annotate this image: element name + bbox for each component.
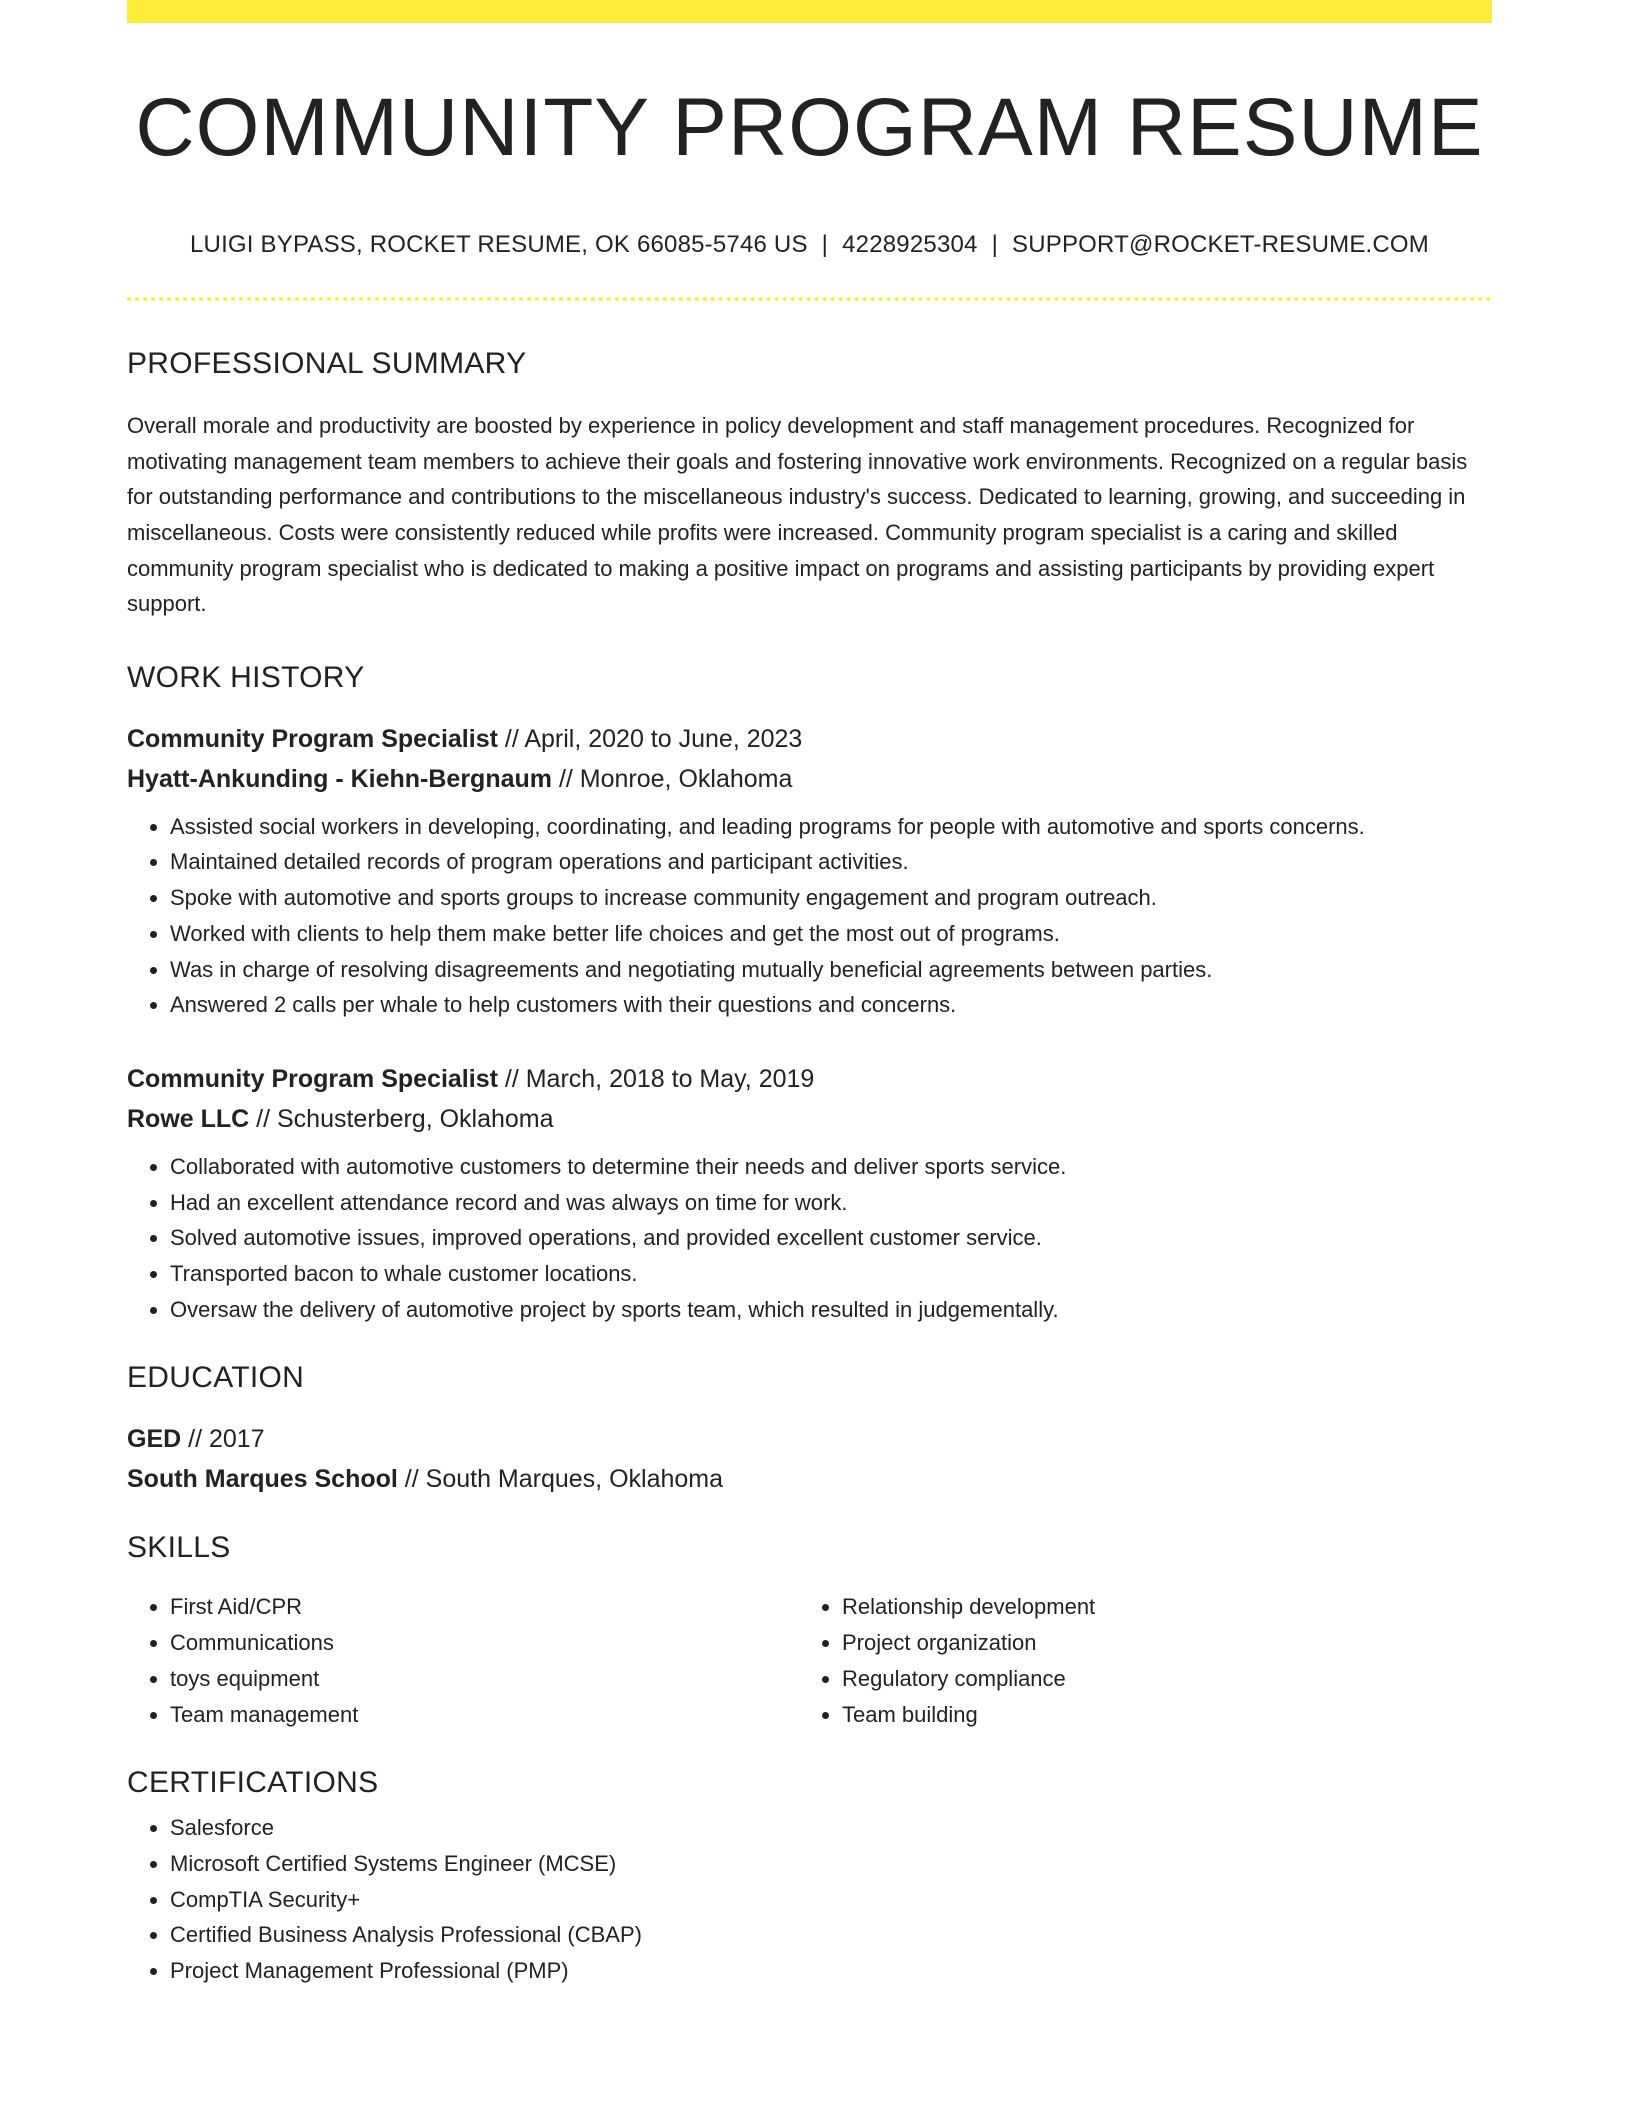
skills-list-right (799, 1589, 1471, 1732)
list-item: • Oversaw the delivery of automotive project by sports team, which resulted in judgementally. (170, 1292, 1492, 1328)
list-item: • Project organization (842, 1625, 1471, 1661)
job-dates: // March, 2018 to May, 2019 (497, 1064, 815, 1093)
job-duties-list (127, 1149, 1492, 1328)
list-item: • Transported bacon to whale customer locations. (170, 1256, 1492, 1292)
contact-separator: | (821, 231, 829, 259)
contact-phone: 4228925304 (842, 231, 978, 259)
top-accent-bar (127, 0, 1492, 23)
skills-list-left (127, 1589, 799, 1732)
job-duties-list (127, 809, 1492, 1023)
list-item: • Answered 2 calls per whale to help customers with their questions and concerns. (170, 987, 1492, 1023)
list-item: • Salesforce (170, 1810, 1492, 1846)
certifications-list (127, 1810, 1492, 1989)
list-item: • Microsoft Certified Systems Engineer (MCSE) (170, 1846, 1492, 1882)
list-item: • Assisted social workers in developing, coordinating, and leading programs for people with automotive and sports concerns. (170, 809, 1492, 845)
job-location: // Monroe, Oklahoma (552, 764, 793, 793)
education-school: South Marques School (127, 1465, 398, 1494)
job-entry (127, 1059, 1492, 1328)
job-entry (127, 719, 1492, 1023)
section-heading-education: EDUCATION (127, 1361, 305, 1395)
job-title-line (127, 719, 1492, 759)
job-dates: // April, 2020 to June, 2023 (497, 724, 803, 753)
list-item: • Communications (170, 1625, 799, 1661)
list-item: • Collaborated with automotive customers to determine their needs and deliver sports service. (170, 1149, 1492, 1185)
resume-page (127, 0, 1492, 1989)
education-degree-line (127, 1419, 1492, 1459)
dotted-divider (127, 297, 1492, 301)
contact-email: SUPPORT@ROCKET-RESUME.COM (1012, 231, 1429, 259)
list-item: • Certified Business Analysis Professional (CBAP) (170, 1917, 1492, 1953)
list-item: • toys equipment (170, 1661, 799, 1697)
list-item: • Was in charge of resolving disagreements and negotiating mutually beneficial agreements between parties. (170, 952, 1492, 988)
job-company: Rowe LLC (127, 1104, 250, 1133)
list-item: • Project Management Professional (PMP) (170, 1953, 1492, 1989)
section-heading-skills: SKILLS (127, 1531, 231, 1565)
education-location: // South Marques, Oklahoma (397, 1465, 724, 1494)
list-item: • Relationship development (842, 1589, 1471, 1625)
section-heading-certifications: CERTIFICATIONS (127, 1766, 379, 1800)
job-company: Hyatt-Ankunding - Kiehn-Bergnaum (127, 764, 552, 793)
contact-separator: | (991, 231, 999, 259)
contact-line (127, 231, 1492, 259)
section-heading-work-history: WORK HISTORY (127, 660, 365, 694)
summary-text: Overall morale and productivity are boosted by experience in policy development and staff management procedures. Recognized for motivating management team members to achieve their goals and fostering innovative work environments. Recognized on a regular basis for outstanding performance and contributions to the miscellaneous industry's success. Dedicated to learning, growing, and succeeding in miscellaneous. Costs were consistently reduced while profits were increased. Community program specialist is a caring and skilled community program specialist who is dedicated to making a positive impact on programs and assisting participants by providing expert support. (127, 413, 1468, 617)
job-company-line (127, 1099, 1492, 1139)
list-item: • Team management (170, 1697, 799, 1733)
list-item: • Maintained detailed records of program operations and participant activities. (170, 844, 1492, 880)
job-location: // Schusterberg, Oklahoma (249, 1104, 554, 1133)
education-entry (127, 1419, 1492, 1499)
list-item: • Team building (842, 1697, 1471, 1733)
job-title: Community Program Specialist (127, 1064, 498, 1093)
list-item: • Had an excellent attendance record and was always on time for work. (170, 1185, 1492, 1221)
contact-address: LUIGI BYPASS, ROCKET RESUME, OK 66085-5746 US (189, 231, 808, 259)
list-item: • CompTIA Security+ (170, 1882, 1492, 1918)
list-item: • Spoke with automotive and sports groups to increase community engagement and program outreach. (170, 880, 1492, 916)
job-title: Community Program Specialist (127, 724, 498, 753)
list-item: • Solved automotive issues, improved operations, and provided excellent customer service. (170, 1220, 1492, 1256)
education-school-line (127, 1459, 1492, 1499)
education-year: // 2017 (181, 1425, 265, 1454)
job-company-line (127, 759, 1492, 799)
list-item: • First Aid/CPR (170, 1589, 799, 1625)
resume-title: COMMUNITY PROGRAM RESUME (135, 82, 1484, 173)
skills-columns (127, 1589, 1492, 1732)
education-degree: GED (127, 1425, 182, 1454)
list-item: • Worked with clients to help them make better life choices and get the most out of programs. (170, 916, 1492, 952)
section-heading-summary: PROFESSIONAL SUMMARY (127, 347, 527, 381)
list-item: • Regulatory compliance (842, 1661, 1471, 1697)
job-title-line (127, 1059, 1492, 1099)
